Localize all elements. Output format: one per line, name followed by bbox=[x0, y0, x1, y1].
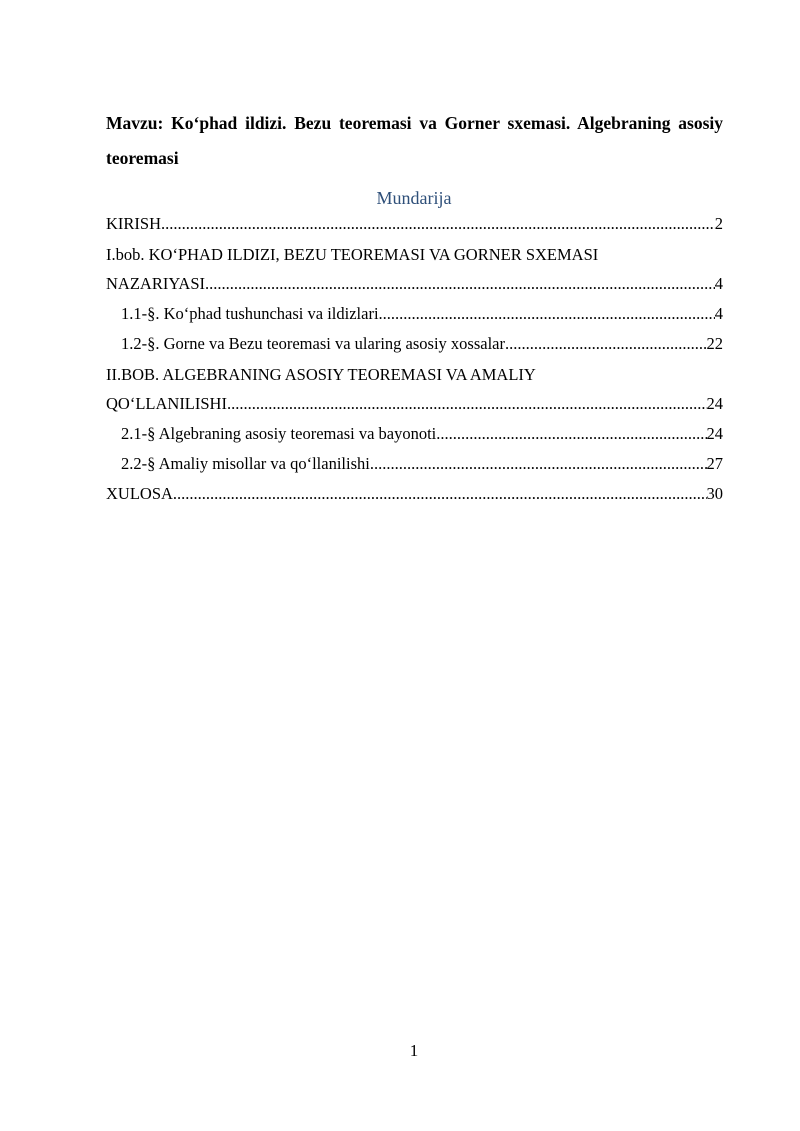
toc-entry-text-line1: I.bob. KOʻPHAD ILDIZI, BEZU TEOREMASI VA GORNER SXEMASI bbox=[106, 245, 599, 264]
toc-entry-text: XULOSA bbox=[106, 484, 173, 503]
toc-page-number: 24 bbox=[706, 424, 723, 443]
toc-dot-leader bbox=[227, 393, 707, 414]
page-number: 1 bbox=[409, 1041, 419, 1060]
toc-entry-text: 1.2-§. Gorne va Bezu teoremasi va ularing asosiy xossalar bbox=[121, 334, 505, 353]
toc-page-number: 4 bbox=[714, 304, 723, 323]
toc-dot-leader bbox=[379, 303, 715, 324]
toc-page-number: 30 bbox=[706, 484, 723, 503]
toc-entry-text-line1: II.BOB. ALGEBRANING ASOSIY TEOREMASI VA AMALIY bbox=[106, 365, 536, 384]
toc-entry-chapter-2[interactable] bbox=[106, 364, 723, 414]
toc-heading: Mundarija bbox=[376, 188, 452, 208]
toc-entry-text: QOʻLLANILISHI bbox=[106, 394, 227, 413]
toc-page-number: 27 bbox=[706, 454, 723, 473]
toc-entry-text: 2.1-§ Algebraning asosiy teoremasi va bayonoti bbox=[121, 424, 437, 443]
toc-entry-text: KIRISH bbox=[106, 214, 162, 233]
toc-entry-text: 2.2-§ Amaliy misollar va qoʻllanilishi bbox=[121, 454, 370, 473]
toc-entry-chapter-1[interactable] bbox=[106, 244, 723, 294]
toc-page-number: 24 bbox=[706, 394, 723, 413]
toc-entry-section-2-2[interactable] bbox=[106, 453, 723, 474]
toc-entry-xulosa[interactable] bbox=[106, 483, 723, 504]
toc-page-number: 4 bbox=[714, 274, 723, 293]
toc-entry-text: 1.1-§. Koʻphad tushunchasi va ildizlari bbox=[121, 304, 379, 323]
toc-entry-section-2-1[interactable] bbox=[106, 423, 723, 444]
toc-entry-section-1-2[interactable] bbox=[106, 333, 723, 354]
toc-entry-text: NAZARIYASI bbox=[106, 274, 205, 293]
toc-dot-leader bbox=[370, 453, 707, 474]
topic-title: Mavzu: Koʻphad ildizi. Bezu teoremasi va Gorner sxemasi. Algebraning asosiy teoremasi bbox=[106, 113, 723, 168]
toc-dot-leader bbox=[505, 333, 707, 354]
toc-dot-leader bbox=[161, 213, 715, 234]
toc-entry-section-1-1[interactable] bbox=[106, 303, 723, 324]
toc-entry-kirish[interactable] bbox=[106, 213, 723, 234]
toc-page-number: 2 bbox=[714, 214, 723, 233]
toc-page-number: 22 bbox=[706, 334, 723, 353]
table-of-contents bbox=[106, 213, 723, 504]
toc-dot-leader bbox=[173, 483, 707, 504]
toc-dot-leader bbox=[205, 273, 715, 294]
toc-dot-leader bbox=[436, 423, 706, 444]
